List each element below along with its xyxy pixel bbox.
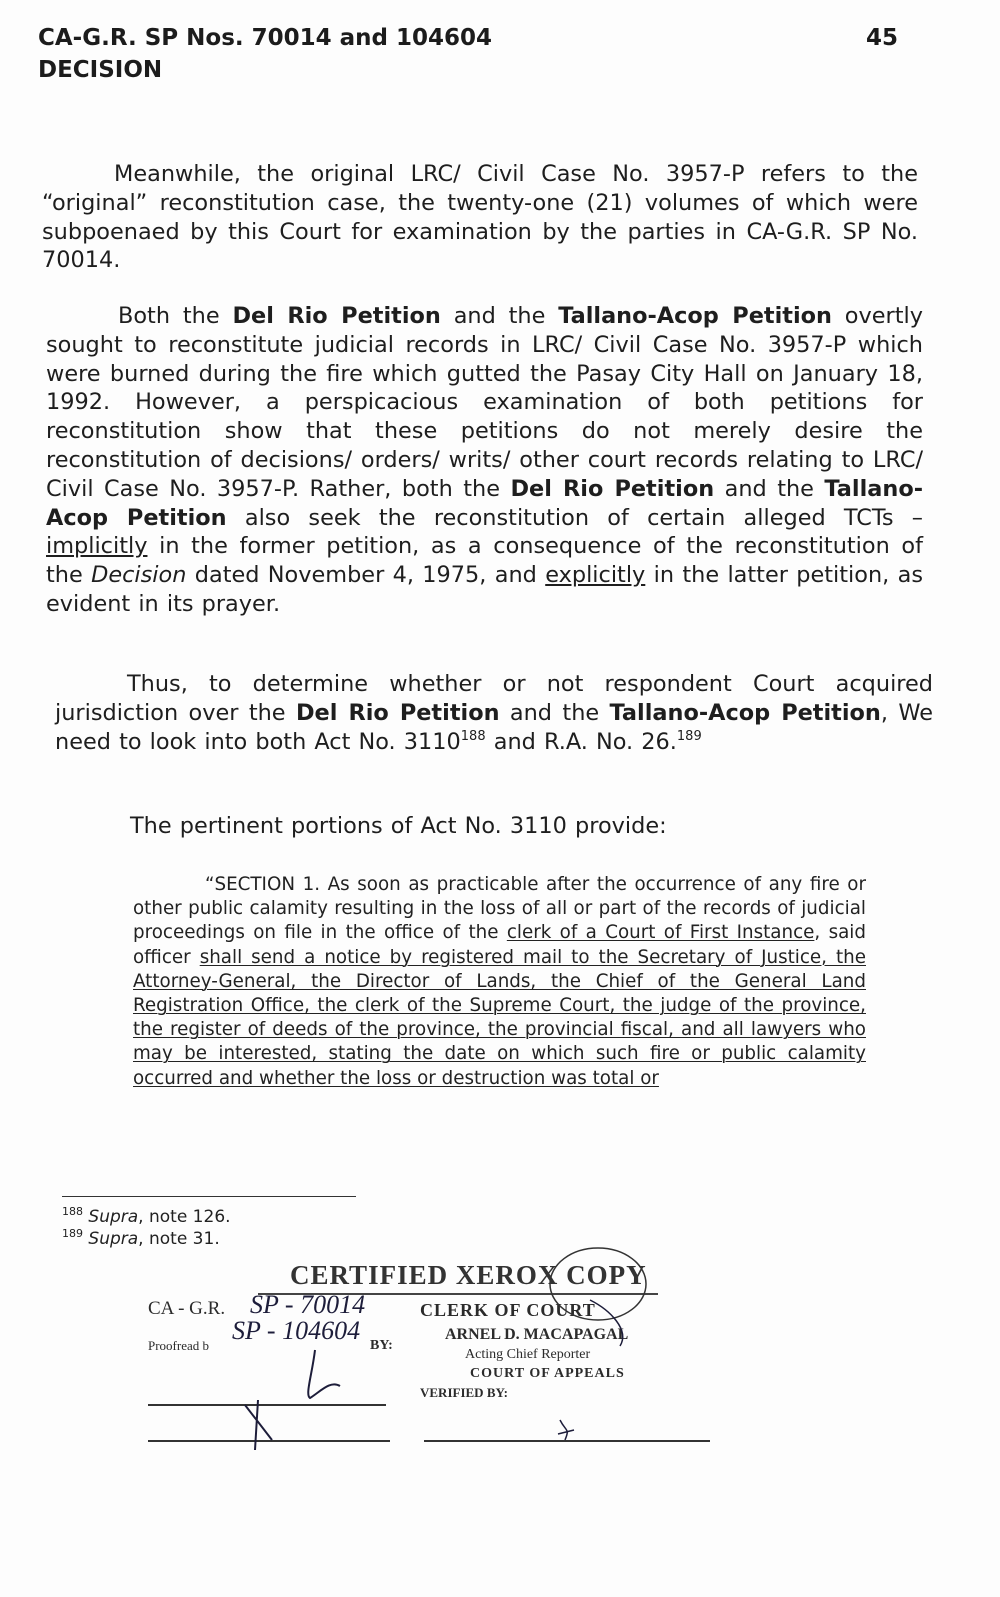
text-run: in the former petition, as a consequence of the reconstitution of the <box>46 533 923 589</box>
explicitly-underlined: explicitly <box>545 562 646 589</box>
del-rio-petition-term: Del Rio Petition <box>295 699 500 726</box>
stamp-circle-mark <box>550 1248 646 1320</box>
footnote-number: 188 <box>62 1205 83 1218</box>
stamp-case-prefix: CA - G.R. <box>148 1298 226 1319</box>
handwritten-case-1: SP - 70014 <box>250 1290 366 1319</box>
footnote-ref-text: Supra <box>88 1229 139 1249</box>
text-run: overtly sought to reconstitute judicial records in LRC/ Civil Case No. 3957-P which were burned during the fire which gutted the Pasay City Hall on January 18, 1992. However, a perspicacious examination of both petitions for reconstitution show that these petitions do not merely desire the reconstitution of decisions/ orders/ writs/ other court records relating to LRC/ Civil Case No. 3957-P. Rather, both the <box>46 303 923 502</box>
del-rio-petition-term: Del Rio Petition <box>510 475 715 502</box>
quote-text: , said officer <box>133 922 866 968</box>
text-run: and R.A. No. 26. <box>485 728 677 755</box>
text-run: dated November 4, 1975, and <box>186 562 546 589</box>
quote-text: “SECTION 1. As soon as practicable after the occurrence of any fire or other public calamity resulting in the loss of all or part of the records of judicial proceedings on file in the office of the <box>133 874 866 944</box>
verifier-initials <box>558 1420 574 1440</box>
footnote-ref-188[interactable]: 188 <box>460 728 486 744</box>
case-number-line: CA-G.R. SP Nos. 70014 and 104604 <box>38 25 493 51</box>
clerk-signature <box>590 1300 623 1346</box>
page-number: 45 <box>866 25 899 51</box>
del-rio-petition-term: Del Rio Petition <box>232 303 441 329</box>
stamp-title: CERTIFIED XEROX COPY <box>290 1260 647 1290</box>
text-run: also seek the reconstitution of certain alleged TCTs – <box>226 504 923 531</box>
document-type: DECISION <box>38 57 163 83</box>
initials-scribble <box>245 1400 272 1450</box>
footnote-text: , note 31. <box>138 1229 220 1249</box>
stamp-court: COURT OF APPEALS <box>470 1366 625 1381</box>
text-run: and the <box>440 303 559 329</box>
tallano-acop-petition-term: Tallano-Acop Petition <box>558 303 832 329</box>
paragraph-meanwhile: Meanwhile, the original LRC/ Civil Case No. 3957-P refers to the “original” reconstitution case, the twenty-one (21) volumes of which were subpoenaed by this Court for examination by the parties in CA-G.R. SP No. 70014. <box>42 161 918 274</box>
quote-underlined-clerk: clerk of a Court of First Instance <box>506 922 815 944</box>
stamp-by: BY: <box>370 1338 393 1353</box>
footnote-ref-189[interactable]: 189 <box>676 728 702 744</box>
stamp-officer-name: ARNEL D. MACAPAGAL <box>445 1326 629 1343</box>
stamp-verified-by: VERIFIED BY: <box>420 1385 509 1400</box>
handwritten-case-2: SP - 104604 <box>232 1316 361 1345</box>
text-run: Thus, to determine whether or not respondent Court acquired jurisdiction over the <box>55 671 933 726</box>
stamp-officer-role: Acting Chief Reporter <box>465 1347 591 1362</box>
tallano-acop-petition-term: Tallano-Acop Petition <box>46 475 923 531</box>
signature-scribble <box>308 1350 340 1398</box>
text-run: and the <box>714 475 825 502</box>
text-run: , We need to look into both Act No. 3110 <box>55 699 933 755</box>
stamp-clerk-of-court: CLERK OF COURT <box>420 1300 596 1320</box>
decision-italic: Decision <box>91 562 187 589</box>
quote-underlined-notice: shall send a notice by registered mail to the Secretary of Justice, the Attorney-General, the Director of Lands, the Chief of the General Land Registration Office, the clerk of the Supreme Court, the judge of the province, the register of deeds of the province, the provincial fiscal, and all lawyers who may be interested, stating the date on which such fire or public calamity occurred and whether the loss or destruction was total or <box>133 946 866 1089</box>
implicitly-underlined: implicitly <box>46 533 148 560</box>
text-run: Both the <box>118 303 233 329</box>
footnote-ref-text: Supra <box>88 1207 139 1227</box>
text-run: in the latter petition, as evident in its prayer. <box>46 562 923 617</box>
footnote-number: 189 <box>62 1227 83 1240</box>
footnote-text: , note 126. <box>138 1207 231 1227</box>
tallano-acop-petition-term: Tallano-Acop Petition <box>609 699 881 726</box>
text-run: and the <box>499 699 610 726</box>
stamp-proofread: Proofread b <box>148 1338 210 1353</box>
paragraph-pertinent-portions: The pertinent portions of Act No. 3110 provide: <box>130 813 667 839</box>
